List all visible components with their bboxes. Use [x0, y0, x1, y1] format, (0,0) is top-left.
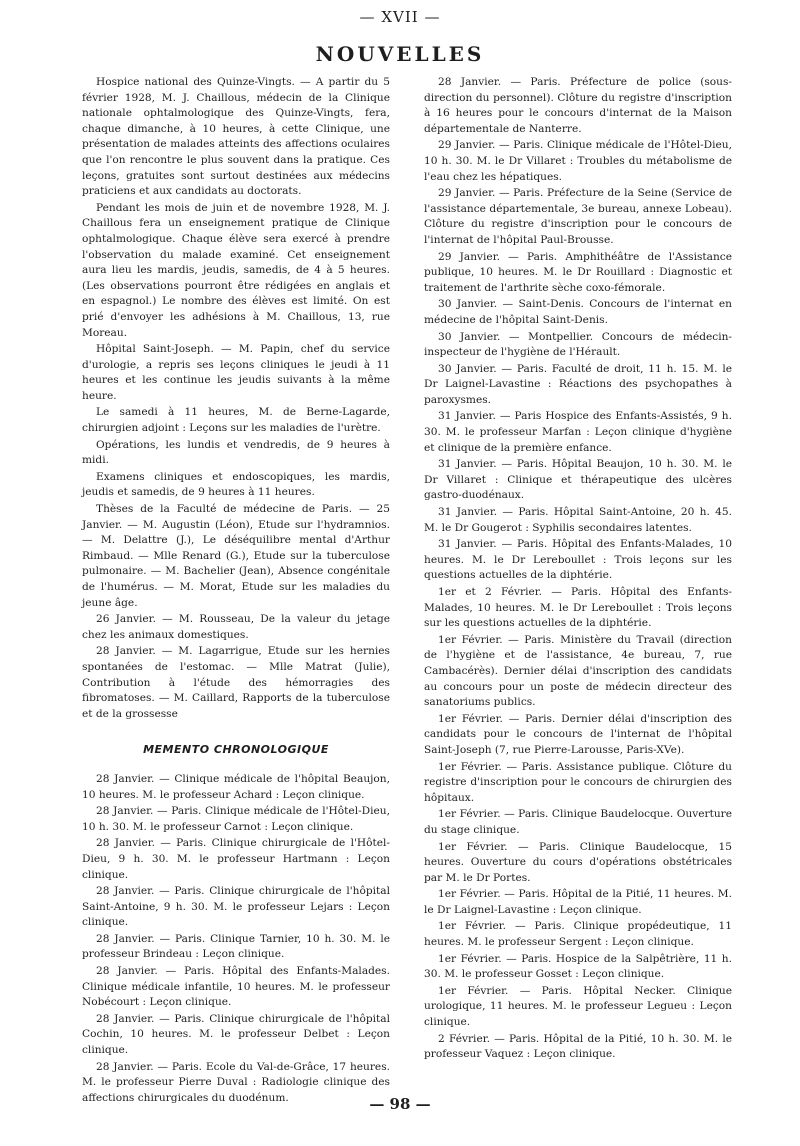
memento-item: 28 Janvier. — Paris. Préfecture de police (sous-direction du personnel). Clôture du registre d'inscription à 16 heures pour le concours d'internat de la Maison départementale de Nanterre.	[424, 76, 732, 135]
memento-item: 1er et 2 Février. — Paris. Hôpital des Enfants-Malades, 10 heures. M. le Dr Lereboullet : Trois leçons sur les questions actuelles de la diphtérie.	[424, 586, 732, 630]
memento-item: 28 Janvier. — Clinique médicale de l'hôpital Beaujon, 10 heures. M. le professeur Achard : Leçon clinique.	[82, 772, 390, 801]
news-paragraph: Opérations, les lundis et vendredis, de 9 heures à midi.	[82, 438, 390, 467]
memento-item: 31 Janvier. — Paris. Hôpital Saint-Antoine, 20 h. 45. M. le Dr Gougerot : Syphilis secondaires latentes.	[424, 506, 732, 534]
memento-item: 28 Janvier. — Paris. Clinique médicale de l'Hôtel-Dieu, 10 h. 30. M. le professeur Carnot : Leçon clinique.	[82, 805, 390, 833]
memento-item: 1er Février. — Paris. Dernier délai d'inscription des candidats pour le concours de l'internat de l'hôpital Saint-Joseph (7, rue Pierre-Larousse, Paris-XVe).	[424, 712, 732, 756]
memento-item: 1er Février. — Paris. Clinique Baudelocque, 15 heures. Ouverture du cours d'opérations obstétricales par M. le Dr Portes.	[424, 840, 732, 884]
memento-item: 1er Février. — Paris. Ministère du Travail (direction de l'hygiène et de l'assistance, 4e bureau, 7, rue Cambacérès). Dernier délai d'inscription des candidats au concours pour un poste de médecin directeur des sanatoriums publics.	[424, 633, 732, 709]
memento-item: 30 Janvier. — Paris. Faculté de droit, 11 h. 15. M. le Dr Laignel-Lavastine : Réactions des psychopathes à paroxysmes.	[424, 362, 732, 406]
memento-item: 30 Janvier. — Montpellier. Concours de médecin-inspecteur de l'hygiène de l'Hérault.	[424, 330, 732, 359]
memento-item: 28 Janvier. — Paris. Clinique chirurgicale de l'hôpital Saint-Antoine, 9 h. 30. M. le professeur Lejars : Leçon clinique.	[82, 885, 390, 929]
news-paragraph: Thèses de la Faculté de médecine de Paris. — 25 Janvier. — M. Augustin (Léon), Etude sur l'hydramnios. — M. Delattre (J.), Le déséquilibre mental d'Arthur Rimbaud. — Mlle Renard (G.), Etude sur la tuberculose pulmonaire. — M. Bachelier (Jean), Absence congénitale de l'humérus. — M. Morat, Etude sur les maladies du jeune âge.	[82, 503, 390, 609]
news-paragraph: 28 Janvier. — M. Lagarrigue, Etude sur les hernies spontanées de l'estomac. — Mlle Matrat (Julie), Contribution à l'étude des hémorragies des fibromatoses. — M. Caillard, Rapports de la tuberculose et de la grossesse	[82, 645, 390, 720]
memento-item: 1er Février. — Paris. Clinique propédeutique, 11 heures. M. le professeur Sergent : Leçon clinique.	[424, 920, 732, 949]
memento-item: 1er Février. — Paris. Hôpital de la Pitié, 11 heures. M. le Dr Laignel-Lavastine : Leçon clinique.	[424, 888, 732, 916]
news-paragraph: 26 Janvier. — M. Rousseau, De la valeur du jetage chez les animaux domestiques.	[82, 613, 390, 641]
memento-heading: MEMENTO CHRONOLOGIQUE	[143, 743, 329, 757]
news-paragraph: Le samedi à 11 heures, M. de Berne-Lagarde, chirurgien adjoint : Leçons sur les maladies de l'urètre.	[82, 406, 390, 435]
memento-item: 28 Janvier. — Paris. Hôpital des Enfants-Malades. Clinique médicale infantile, 10 heures. M. le professeur Nobécourt : Leçon clinique.	[82, 965, 390, 1009]
memento-item: 29 Janvier. — Paris. Préfecture de la Seine (Service de l'assistance départementale, 3e bureau, annexe Lobeau). Clôture du registre d'inscription pour le concours de l'internat de l'hôpital Paul-Brousse.	[424, 187, 732, 246]
memento-item: 1er Février. — Paris. Assistance publique. Clôture du registre d'inscription pour le concours de chirurgien des hôpitaux.	[424, 760, 732, 804]
memento-item: 28 Janvier. — Paris. Clinique Tarnier, 10 h. 30. M. le professeur Brindeau : Leçon clinique.	[82, 932, 390, 961]
section-title: NOUVELLES	[315, 42, 485, 66]
memento-item: 2 Février. — Paris. Hôpital de la Pitié, 10 h. 30. M. le professeur Vaquez : Leçon clinique.	[424, 1032, 732, 1061]
memento-item: 31 Janvier. — Paris. Hôpital des Enfants-Malades, 10 heures. M. le Dr Lereboullet : Trois leçons sur les questions actuelles de la diphtérie.	[424, 538, 732, 582]
memento-item: 30 Janvier. — Saint-Denis. Concours de l'internat en médecine de l'hôpital Saint-Denis.	[424, 298, 732, 326]
memento-item: 28 Janvier. — Paris. Clinique chirurgicale de l'Hôtel-Dieu, 9 h. 30. M. le professeur Hartmann : Leçon clinique.	[82, 837, 390, 881]
memento-item: 28 Janvier. — Paris. Ecole du Val-de-Grâce, 17 heures. M. le professeur Pierre Duval : Radiologie clinique des affections chirurgicales du duodénum.	[82, 1060, 390, 1104]
memento-item: 29 Janvier. — Paris. Amphithéâtre de l'Assistance publique, 10 heures. M. le Dr Rouillard : Diagnostic et traitement de l'arthrite sèche coxo-fémorale.	[424, 250, 732, 294]
memento-item: 31 Janvier. — Paris Hospice des Enfants-Assistés, 9 h. 30. M. le professeur Marfan : Leçon clinique d'hygiène et clinique de la première enfance.	[424, 410, 732, 454]
memento-item: 1er Février. — Paris. Hôpital Necker. Clinique urologique, 11 heures. M. le professeur Legueu : Leçon clinique.	[424, 984, 732, 1029]
memento-item: 1er Février. — Paris. Hospice de la Salpêtrière, 11 h. 30. M. le professeur Gosset : Leçon clinique.	[424, 952, 732, 981]
news-paragraph: Hospice national des Quinze-Vingts. — A partir du 5 février 1928, M. J. Chaillous, médecin de la Clinique nationale ophtalmologique des Quinze-Vingts, fera, chaque dimanche, à 10 heures, à cette Clinique, une présentation de malades atteints des affections oculaires que l'on rencontre le plus souvent dans la pratique. Ces leçons, gratuites sont surtout destinées aux médecins praticiens et aux candidats au doctorats.	[82, 76, 390, 198]
right-column	[424, 75, 732, 1063]
news-paragraph: Hôpital Saint-Joseph. — M. Papin, chef du service d'urologie, a repris ses leçons cliniques le jeudi à 11 heures et les continue les jeudis suivants à la même heure.	[82, 343, 390, 402]
news-paragraph: Pendant les mois de juin et de novembre 1928, M. J. Chaillous fera un enseignement pratique de Clinique ophtalmologique. Chaque élève sera exercé à prendre l'observation du malade examiné. Cet enseignement aura lieu les mardis, jeudis, samedis, de 4 à 5 heures. (Les observations pourront être rédigées en anglais et en espagnol.) Le nombre des élèves est limité. On est prié d'envoyer les adhésions à M. Chaillous, 13, rue Moreau.	[82, 201, 390, 339]
roman-page-number: — XVII —	[359, 8, 441, 26]
memento-item: 1er Février. — Paris. Clinique Baudelocque. Ouverture du stage clinique.	[424, 808, 732, 836]
memento-item: 28 Janvier. — Paris. Clinique chirurgicale de l'hôpital Cochin, 10 heures. M. le professeur Delbet : Leçon clinique.	[82, 1012, 390, 1057]
left-column	[82, 75, 390, 1106]
memento-item: 31 Janvier. — Paris. Hôpital Beaujon, 10 h. 30. M. le Dr Villaret : Clinique et thérapeutique des ulcères gastro-duodénaux.	[424, 458, 732, 502]
memento-item: 29 Janvier. — Paris. Clinique médicale de l'Hôtel-Dieu, 10 h. 30. M. le Dr Villaret : Troubles du métabolisme de l'eau chez les hépatiques.	[424, 139, 732, 183]
news-paragraph: Examens cliniques et endoscopiques, les mardis, jeudis et samedis, de 9 heures à 11 heures.	[82, 470, 390, 499]
page-number: — 98 —	[369, 1095, 431, 1113]
